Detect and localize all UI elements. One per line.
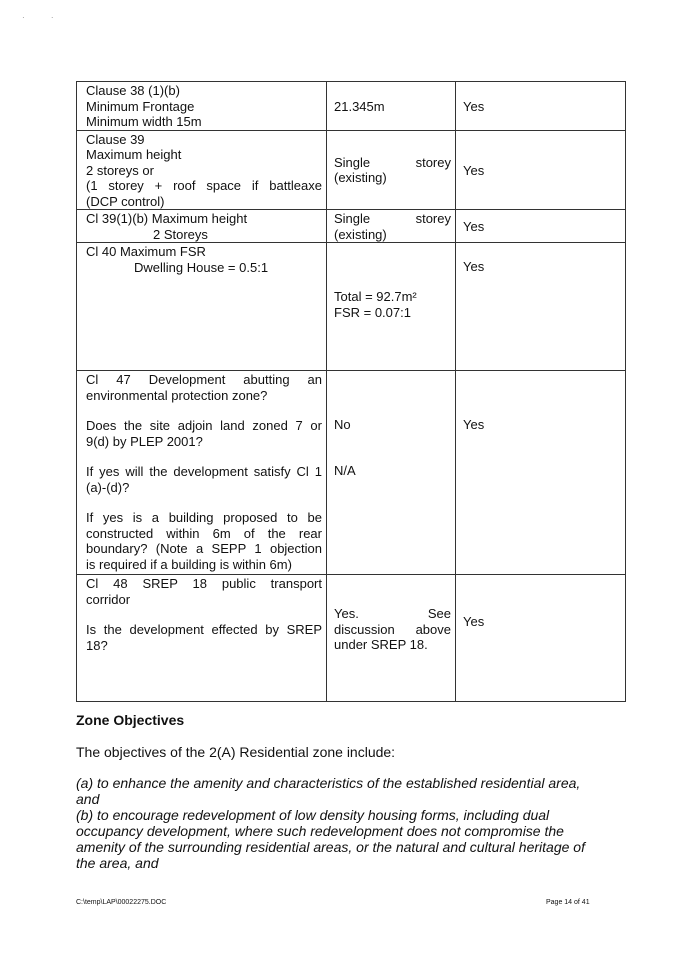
footer-file-path: C:\temp\LAP\00022275.DOC — [76, 899, 167, 906]
proposal-cell — [327, 371, 456, 575]
compliance-cell — [456, 575, 626, 702]
proposal-line: FSR = 0.07:1 — [334, 304, 411, 320]
section-heading: Zone Objectives — [76, 712, 185, 728]
proposal-line: under SREP 18. — [334, 637, 428, 652]
compliance-text: Yes — [463, 218, 485, 234]
control-line: (DCP control) — [86, 193, 165, 209]
proposal-cell — [327, 130, 456, 210]
objective-line: occupancy development, where such redevelopment does not compromise the — [76, 823, 564, 839]
control-line: 2 storeys or — [86, 162, 154, 178]
compliance-cell — [456, 82, 626, 131]
compliance-text: Yes — [463, 259, 485, 274]
proposal-cell — [327, 210, 456, 243]
compliance-text: Yes — [463, 98, 485, 114]
control-line: (a)-(d)? — [86, 479, 130, 495]
control-line: boundary? (Note a SEPP 1 objection — [86, 541, 322, 556]
control-cell — [77, 210, 327, 243]
objective-line: (a) to enhance the amenity and characteristics of the established residential area, — [76, 775, 581, 791]
compliance-table — [76, 81, 626, 702]
control-line: corridor — [86, 591, 131, 607]
compliance-cell — [456, 210, 626, 243]
control-line: Clause 38 (1)(b) — [86, 83, 180, 98]
control-line: Is the development effected by SREP — [86, 622, 322, 637]
control-line: constructed within 6m of the rear — [86, 525, 322, 541]
objective-line: amenity of the surrounding residential areas, or the natural and cultural heritage of — [76, 839, 585, 855]
section-intro: The objectives of the 2(A) Residential zone include: — [76, 744, 396, 760]
proposal-cell — [327, 575, 456, 702]
control-line: is required if a building is within 6m) — [86, 556, 292, 572]
proposal-text: 21.345m — [334, 98, 385, 114]
control-line: 18? — [86, 637, 108, 653]
table-row — [77, 371, 626, 575]
compliance-cell — [456, 371, 626, 575]
control-line: 9(d) by PLEP 2001? — [86, 433, 203, 449]
table-row — [77, 243, 626, 371]
control-line: 2 Storeys — [153, 226, 208, 242]
objective-line: (b) to encourage redevelopment of low density housing forms, including dual — [76, 807, 550, 823]
compliance-text: Yes — [463, 417, 485, 432]
proposal-line: Single storey — [334, 154, 451, 170]
table-row — [77, 210, 626, 243]
control-line: If yes is a building proposed to be — [86, 510, 322, 525]
proposal-line: Yes. See — [334, 606, 451, 621]
objective-line: the area, and — [76, 855, 159, 871]
corner-marks: · · — [22, 13, 66, 22]
compliance-cell — [456, 130, 626, 210]
control-line: Cl 40 Maximum FSR — [86, 244, 206, 259]
zone-objectives-section — [76, 712, 596, 871]
control-cell — [77, 243, 327, 371]
proposal-line: (existing) — [334, 170, 387, 186]
proposal-line: Total = 92.7m² — [334, 289, 417, 304]
control-line: Dwelling House = 0.5:1 — [134, 259, 269, 275]
control-line: Cl 48 SREP 18 public transport — [86, 576, 322, 591]
control-cell — [77, 575, 327, 702]
compliance-text: Yes — [463, 614, 485, 629]
control-line: Minimum width 15m — [86, 114, 202, 129]
control-line: environmental protection zone? — [86, 387, 268, 403]
footer-page-number: Page 14 of 41 — [546, 899, 590, 906]
proposal-line: Single storey — [334, 211, 451, 226]
control-line: (1 storey + roof space if battleaxe — [86, 178, 322, 193]
compliance-cell — [456, 243, 626, 371]
table-row — [77, 82, 626, 131]
control-cell — [77, 82, 327, 131]
control-line: If yes will the development satisfy Cl 1 — [86, 464, 322, 479]
objective-line: and — [76, 791, 100, 807]
control-cell — [77, 371, 327, 575]
control-line: Cl 39(1)(b) Maximum height — [86, 211, 248, 226]
control-line: Clause 39 — [86, 131, 145, 147]
proposal-line: No — [334, 417, 351, 432]
proposal-line: N/A — [334, 462, 356, 478]
control-line: Does the site adjoin land zoned 7 or — [86, 418, 322, 433]
compliance-text: Yes — [463, 162, 485, 178]
control-line: Minimum Frontage — [86, 98, 195, 114]
table-row — [77, 575, 626, 702]
table-row — [77, 130, 626, 210]
control-line: Maximum height — [86, 147, 182, 162]
proposal-line: (existing) — [334, 226, 387, 242]
control-cell — [77, 130, 327, 210]
proposal-cell — [327, 82, 456, 131]
control-line: Cl 47 Development abutting an — [86, 372, 322, 387]
proposal-cell — [327, 243, 456, 371]
proposal-line: discussion above — [334, 621, 451, 637]
